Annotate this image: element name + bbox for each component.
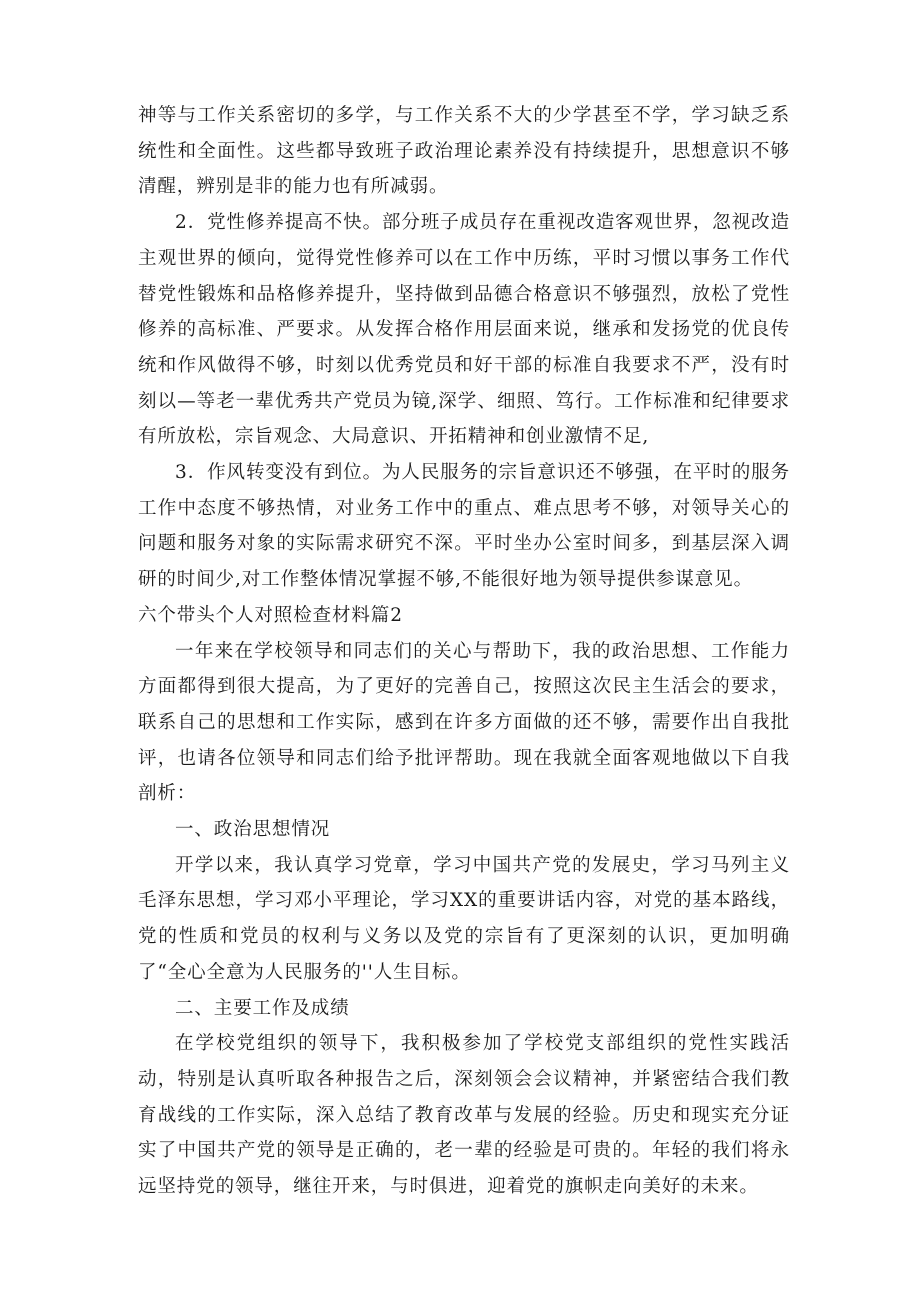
section-title: 六个带头个人对照检查材料篇2 <box>138 604 403 626</box>
heading-main-work: 二、主要工作及成绩 <box>175 997 350 1019</box>
paragraph-introduction: 一年来在学校领导和同志们的关心与帮助下，我的政治思想、工作能力方面都得到很大提高，为了更好的完善自己，按照这次民主生活会的要求，联系自己的思想和工作实际，感到在许多方面做的还不够，需要作出自我批评，也请各位领导和同志们给予批评帮助。现在我就全面客观地做以下自我剖析： <box>138 640 790 805</box>
paragraph-work-style: 3．作风转变没有到位。为人民服务的宗旨意识还不够强，在平时的服务工作中态度不够热情，对业务工作中的重点、难点思考不够，对领导关心的问题和服务对象的实际需求研究不深。平时坐办公室时间多，到基层深入调研的时间少,对工作整体情况掌握不够,不能很好地为领导提供参谋意见。 <box>138 462 790 591</box>
paragraph-party-spirit: 2．党性修养提高不快。部分班子成员存在重视改造客观世界，忽视改造主观世界的倾向，觉得党性修养可以在工作中历练，平时习惯以事务工作代替党性锻炼和品格修养提升，坚持做到品德合格意识不够强烈，放松了党性修养的高标准、严要求。从发挥合格作用层面来说，继承和发扬党的优良传统和作风做得不够，时刻以优秀党员和好干部的标准自我要求不严，没有时刻以—等老一辈优秀共产党员为镜,深学、细照、笃行。工作标准和纪律要求有所放松，宗旨观念、大局意识、开拓精神和创业激情不足, <box>138 212 790 448</box>
heading-political-thought: 一、政治思想情况 <box>175 819 331 841</box>
paragraph-main-work: 在学校党组织的领导下，我积极参加了学校党支部组织的党性实践活动，特别是认真听取各种报告之后，深刻领会会议精神，并紧密结合我们教育战线的工作实际，深入总结了教育改革与发展的经验。历史和现实充分证实了中国共产党的领导是正确的，老一辈的经验是可贵的。年轻的我们将永远坚持党的领导，继往开来，与时俱进，迎着党的旗帜走向美好的未来。 <box>138 1033 790 1198</box>
document-body <box>138 98 790 1205</box>
paragraph-political-thought: 开学以来，我认真学习党章，学习中国共产党的发展史，学习马列主义毛泽东思想，学习邓小平理论，学习XX的重要讲话内容，对党的基本路线，党的性质和党员的权利与义务以及党的宗旨有了更深刻的认识，更加明确了“全心全意为人民服务的''人生目标。 <box>138 854 790 983</box>
paragraph-continuation: 神等与工作关系密切的多学，与工作关系不大的少学甚至不学，学习缺乏系统性和全面性。这些都导致班子政治理论素养没有持续提升，思想意识不够清醒，辨别是非的能力也有所减弱。 <box>138 105 790 198</box>
